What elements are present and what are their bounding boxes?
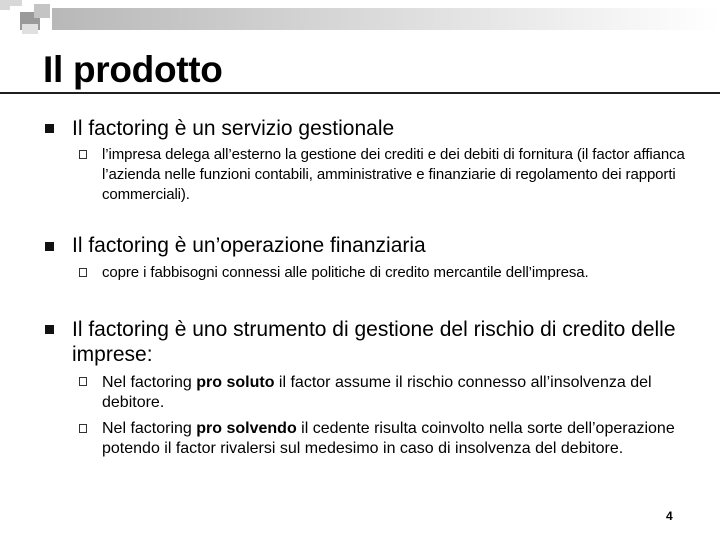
page-number: 4 <box>666 509 673 523</box>
square-bullet-icon <box>45 124 54 133</box>
sub-text-post: il factor assume il rischio connesso all’insolvenza del debitore. <box>102 374 652 411</box>
checkbox-bullet-icon <box>79 424 87 433</box>
bullet-3-sub-1 <box>102 373 662 412</box>
bullet-1: Il factoring è un servizio gestionale <box>72 117 395 140</box>
sub-text-post: il cedente risulta coinvolto nella sorte dell’operazione potendo il factor rivalersi sul medesimo in caso di insolvenza del debitore. <box>102 420 675 457</box>
bullet-3: Il factoring è uno strumento di gestione del rischio di credito delle imprese: <box>72 318 676 366</box>
sub-text-pre: Nel factoring <box>102 374 197 391</box>
sub-text-bold: pro solvendo <box>196 420 297 437</box>
sub-text-bold: pro soluto <box>196 374 275 391</box>
bullet-1-sub-1: l’impresa delega all’esterno la gestione dei crediti e dei debiti di fornitura (il factor affianca l’azienda nelle funzioni contabili, amministrative e finanziarie di regolamento dei rapporti commerciali). <box>102 146 685 203</box>
checkbox-bullet-icon <box>79 377 87 386</box>
bullet-2-sub-1: copre i fabbisogni connessi alle politiche di credito mercantile dell’impresa. <box>102 264 589 281</box>
checkbox-bullet-icon <box>79 150 87 159</box>
bullet-2: Il factoring è un’operazione finanziaria <box>72 234 426 257</box>
bullet-3-sub-2 <box>102 419 692 458</box>
sub-text-pre: Nel factoring <box>102 420 197 437</box>
title-underline <box>0 92 720 94</box>
square-bullet-icon <box>45 325 54 334</box>
checkbox-bullet-icon <box>79 268 87 277</box>
slide-title: Il prodotto <box>43 49 223 90</box>
square-bullet-icon <box>45 242 54 251</box>
